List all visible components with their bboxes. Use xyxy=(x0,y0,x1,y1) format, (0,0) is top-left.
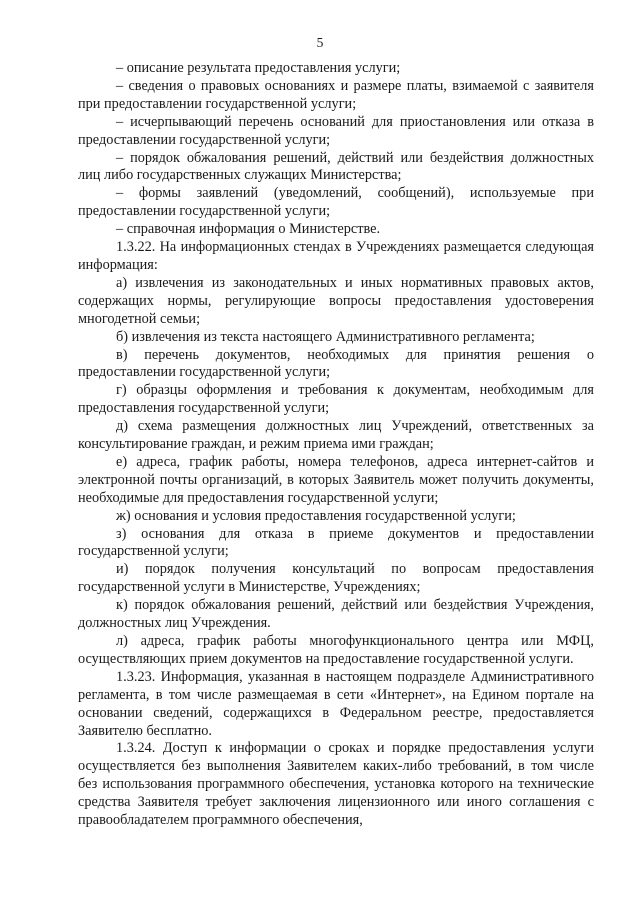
list-item-g: г) образцы оформления и требования к документам, необходимым для предоставления государственной услуги; xyxy=(78,382,594,417)
list-item-d: д) схема размещения должностных лиц Учреждений, ответственных за консультирование граждан, и режим приема ими граждан; xyxy=(78,418,594,453)
paragraph-dash-result-description: – описание результата предоставления услуги; xyxy=(116,60,401,76)
paragraph-dash-appeal-procedure: – порядок обжалования решений, действий или бездействия должностных лиц либо государственных служащих Министерства; xyxy=(78,149,594,184)
paragraph-dash-ministry-reference: – справочная информация о Министерстве. xyxy=(116,221,381,238)
list-item-k: к) порядок обжалования решений, действий или бездействия Учреждения, должностных лиц Учреждения. xyxy=(78,597,594,632)
list-item-i: и) порядок получения консультаций по вопросам предоставления государственной услуги в Министерстве, Учреждениях; xyxy=(78,561,594,596)
paragraph-1-3-23: 1.3.23. Информация, указанная в настоящем подразделе Административного регламента, в том числе размещаемая в сети «Интернет», на Едином портале на основании сведений, содержащихся в Федеральном реестре, предоставляется Заявителю бесплатно. xyxy=(78,668,594,739)
list-item-z: з) основания для отказа в приеме документов и предоставлении государственной услуги; xyxy=(78,525,594,560)
paragraph-dash-application-forms: – формы заявлений (уведомлений, сообщений), используемые при предоставлении государственной услуги; xyxy=(78,185,594,220)
list-item-e: е) адреса, график работы, номера телефонов, адреса интернет-сайтов и электронной почты организаций, в которых Заявитель может получить документы, необходимые для предоставления государственной услуги; xyxy=(78,453,594,506)
paragraph-1-3-24: 1.3.24. Доступ к информации о сроках и порядке предоставления услуги осуществляется без выполнения Заявителем каких-либо требований, в том числе без использования программного обеспечения, установка которого на технические средства Заявителя требует заключения лицензионного или иного соглашения с правообладателем программного обеспечения, xyxy=(78,740,594,829)
list-item-zh: ж) основания и условия предоставления государственной услуги; xyxy=(116,507,516,524)
page-number: 5 xyxy=(316,35,324,50)
list-item-v: в) перечень документов, необходимых для принятия решения о предоставлении государственной услуги; xyxy=(78,346,594,381)
list-item-b: б) извлечения из текста настоящего Административного регламента; xyxy=(116,328,535,345)
list-item-l: л) адреса, график работы многофункционального центра или МФЦ, осуществляющих прием документов на предоставление государственной услуги. xyxy=(78,633,594,667)
document-body xyxy=(78,60,594,830)
paragraph-1-3-22: 1.3.22. На информационных стендах в Учреждениях размещается следующая информация: xyxy=(78,239,594,273)
list-item-a: а) извлечения из законодательных и иных нормативных правовых актов, содержащих нормы, регулирующие вопросы предоставления удостоверения многодетной семьи; xyxy=(78,274,594,327)
paragraph-dash-fee-info: – сведения о правовых основаниях и размере платы, взимаемой с заявителя при предоставлении государственной услуги; xyxy=(78,77,594,112)
paragraph-dash-refusal-grounds: – исчерпывающий перечень оснований для приостановления или отказа в предоставлении государственной услуги; xyxy=(78,113,594,148)
